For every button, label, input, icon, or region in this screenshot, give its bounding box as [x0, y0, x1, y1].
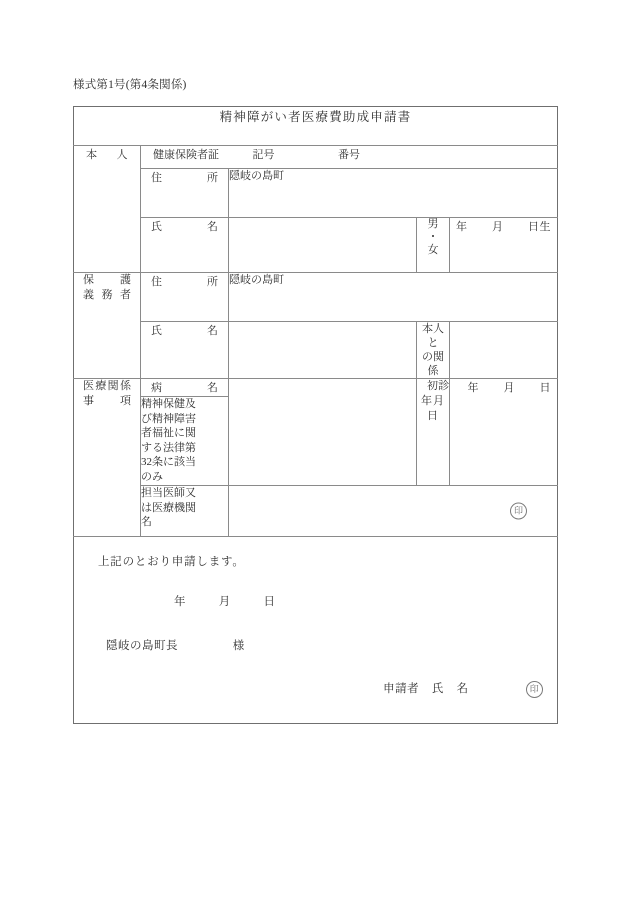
applicant-signature-name-char-2: 名	[456, 683, 469, 695]
doctor-label-line-2: は医療機関	[141, 501, 196, 514]
first-visit-month-label: 月	[503, 382, 515, 394]
declaration-month-label: 月	[218, 596, 231, 608]
table-row-declaration	[74, 537, 558, 724]
first-visit-label-char-2: 診	[438, 380, 449, 392]
application-form-table	[73, 106, 558, 724]
guardian-name-label-char-2: 名	[207, 325, 218, 337]
first-visit-label	[417, 379, 450, 486]
form-title-cell	[74, 107, 558, 146]
applicant-address-label-char-2: 所	[207, 172, 218, 184]
relation-label-line-2: の関係	[422, 351, 444, 377]
disease-label-char-2: 名	[207, 382, 218, 394]
applicant-signature-label: 申請者	[383, 683, 420, 695]
guardian-relation-field[interactable]	[450, 322, 558, 379]
insurance-symbol-label: 記号	[252, 149, 275, 161]
addressee-name: 隠岐の島町長	[106, 640, 178, 652]
law-line-3: 者福祉に関	[141, 427, 196, 439]
medical-section-label	[74, 379, 141, 537]
table-row-doctor	[74, 486, 558, 537]
relation-label-line-1: 本人と	[422, 323, 444, 349]
guardian-label-char-1: 保	[83, 274, 94, 286]
applicant-name-label-char-2: 名	[207, 221, 218, 233]
applicant-name-label	[141, 218, 229, 273]
disease-name-label	[141, 379, 229, 397]
form-number-label: 様式第1号(第4条関係)	[73, 79, 187, 91]
gender-male-option[interactable]: 男	[427, 218, 439, 230]
guardian-name-field[interactable]	[229, 322, 417, 379]
medical-label-char-5: 事	[83, 395, 94, 407]
guardian-label-char-3: 義	[83, 289, 94, 301]
doctor-institution-field[interactable]	[229, 486, 558, 537]
table-row-insurance	[74, 146, 558, 169]
medical-label-char-3: 関	[107, 380, 119, 392]
guardian-label-char-2: 護	[120, 274, 131, 286]
guardian-address-label	[141, 273, 229, 322]
applicant-label-char-2: 人	[116, 149, 128, 161]
declaration-year-label: 年	[174, 596, 186, 608]
declaration-cell	[74, 537, 558, 724]
law-article-32-label	[141, 397, 229, 486]
gender-separator: ・	[427, 231, 439, 243]
insurance-number-label: 番号	[338, 149, 360, 161]
doctor-seal-icon: 印	[510, 503, 527, 520]
medical-label-char-6: 項	[120, 395, 131, 407]
applicant-address-value: 隠岐の島町	[229, 170, 284, 182]
first-visit-label-char-1: 初	[427, 380, 438, 392]
guardian-address-label-char-1: 住	[151, 276, 162, 288]
first-visit-date-line	[450, 379, 557, 399]
law-line-4: する法律第	[141, 441, 196, 454]
table-row-title	[74, 107, 558, 146]
applicant-birthdate-field[interactable]	[450, 218, 558, 273]
guardian-section-label	[74, 273, 141, 379]
declaration-signature-line[interactable]	[383, 680, 543, 698]
table-row-guardian-name	[74, 322, 558, 379]
applicant-name-label-char-1: 氏	[151, 221, 162, 233]
medical-label-char-4: 係	[119, 380, 131, 392]
doctor-label-line-1: 担当医師又	[141, 487, 196, 499]
insurance-card-label: 健康保険者証	[153, 149, 219, 161]
first-visit-year-label: 年	[467, 382, 479, 394]
declaration-statement: 上記のとおり申請します。	[98, 556, 245, 568]
applicant-gender-field[interactable]	[417, 218, 450, 273]
form-title: 精神障がい者医療費助成申請書	[219, 110, 412, 124]
guardian-name-label-char-1: 氏	[151, 325, 162, 337]
applicant-address-field[interactable]	[229, 169, 558, 218]
doctor-label-line-3: 名	[141, 516, 152, 528]
law-line-2: び精神障害	[141, 412, 196, 425]
declaration-day-label: 日	[263, 596, 276, 608]
applicant-label-char-1: 本	[86, 149, 98, 161]
medical-label-char-2: 療	[95, 380, 107, 392]
declaration-date-line[interactable]	[174, 593, 276, 609]
declaration-addressee-line	[106, 637, 245, 653]
disease-name-field[interactable]	[229, 379, 417, 486]
applicant-address-label	[141, 169, 229, 218]
table-row-applicant-address	[74, 169, 558, 218]
applicant-seal-icon: 印	[526, 681, 543, 698]
guardian-label-char-5: 者	[120, 289, 131, 301]
insurance-card-cell[interactable]	[141, 146, 558, 169]
law-line-6: のみ	[141, 470, 163, 483]
doctor-institution-value	[229, 486, 557, 494]
table-row-guardian-address	[74, 273, 558, 322]
medical-label-char-1: 医	[83, 380, 94, 392]
guardian-name-label	[141, 322, 229, 379]
first-visit-date-field[interactable]	[450, 379, 558, 486]
applicant-section-label	[74, 146, 141, 273]
guardian-address-field[interactable]	[229, 273, 558, 322]
guardian-relation-label	[417, 322, 450, 379]
applicant-signature-name-char-1: 氏	[431, 683, 444, 695]
birthdate-month-label: 月	[492, 221, 504, 233]
law-line-1: 精神保健及	[141, 398, 196, 410]
applicant-name-field[interactable]	[229, 218, 417, 273]
table-row-disease-name	[74, 379, 558, 397]
applicant-address-label-char-1: 住	[151, 172, 162, 184]
addressee-honorific: 様	[232, 640, 245, 652]
first-visit-day-label: 日	[539, 382, 551, 394]
table-row-applicant-name	[74, 218, 558, 273]
guardian-label-char-4: 務	[101, 289, 113, 301]
law-line-5: 32条に該当	[141, 456, 196, 468]
guardian-address-value: 隠岐の島町	[229, 274, 284, 286]
first-visit-label-line-2: 年月日	[421, 395, 445, 422]
birthdate-year-label: 年	[456, 221, 468, 233]
guardian-address-label-char-2: 所	[207, 276, 218, 288]
applicant-birthdate-line	[450, 218, 557, 238]
birthdate-day-label: 日生	[528, 221, 551, 233]
doctor-institution-label	[141, 486, 229, 537]
gender-female-option[interactable]: 女	[427, 244, 439, 256]
disease-label-char-1: 病	[151, 382, 162, 394]
